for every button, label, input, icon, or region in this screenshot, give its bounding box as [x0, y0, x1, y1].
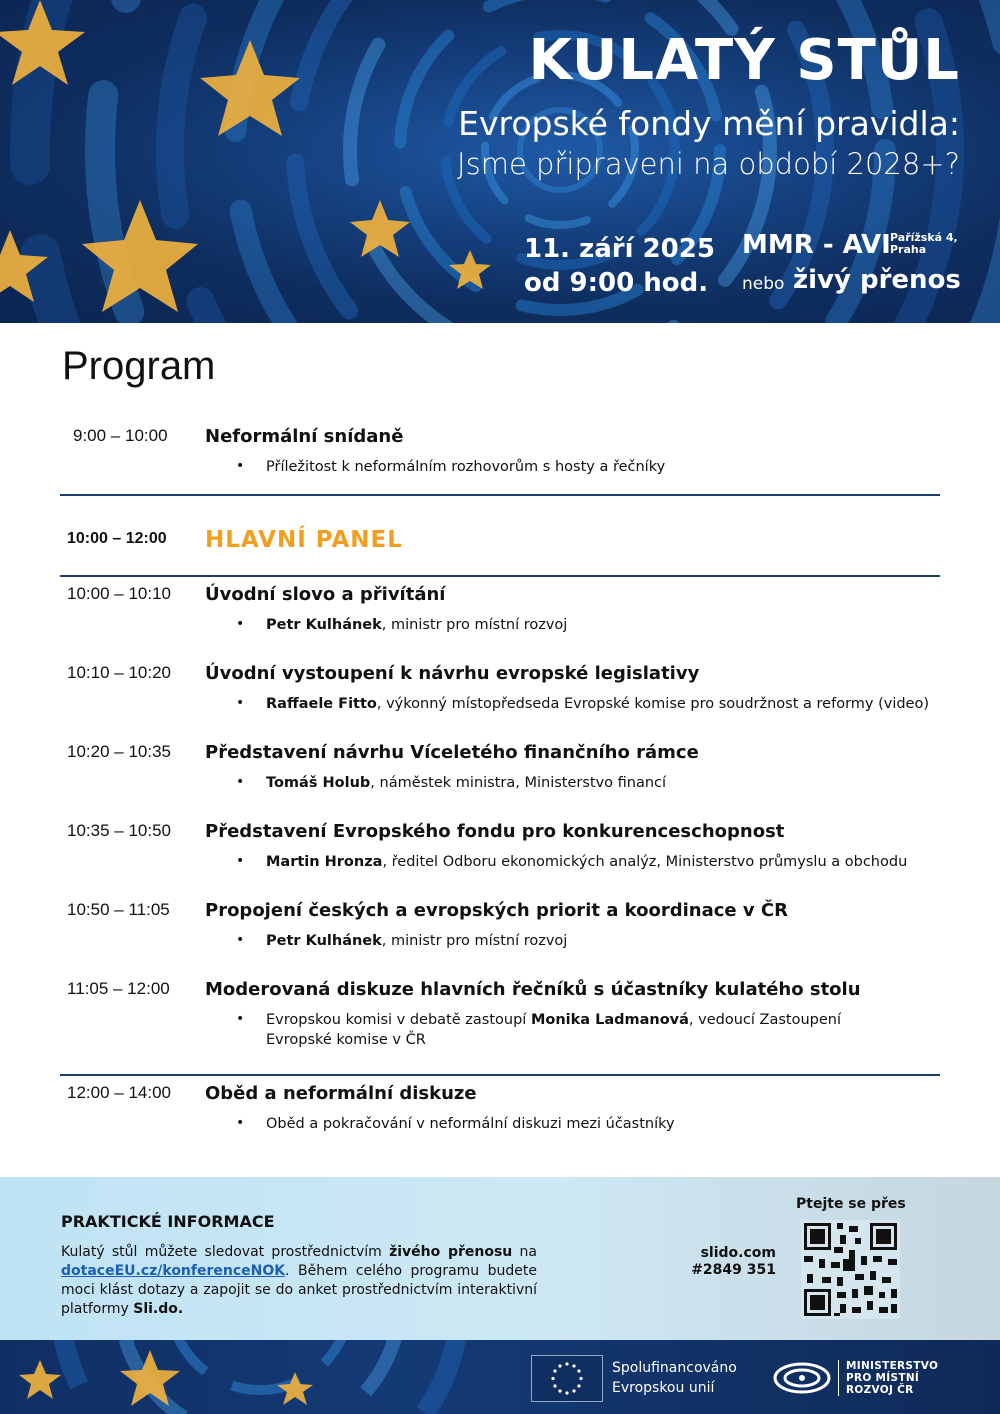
item-time: 10:20 – 10:35 [67, 742, 171, 761]
item-time: 11:05 – 12:00 [67, 979, 170, 998]
eu-cofunding-text [612, 1358, 737, 1398]
item-title: Oběd a neformální diskuze [205, 1083, 477, 1104]
or-label: nebo [742, 274, 785, 294]
info-text-part: Kulatý stůl můžete sledovat prostřednictvím [61, 1244, 390, 1260]
ministry-line-1: MINISTERSTVO [846, 1360, 939, 1372]
bullet-icon: • [236, 774, 245, 790]
divider [60, 494, 940, 496]
info-text-bold: živého přenosu [389, 1244, 513, 1260]
item-time: 10:35 – 10:50 [67, 821, 171, 840]
eu-flag-icon [531, 1355, 603, 1402]
ministry-logo-icon [772, 1361, 832, 1395]
event-date-block [524, 232, 715, 300]
divider [60, 1074, 940, 1076]
event-question: Jsme připraveni na období 2028+? [457, 147, 960, 181]
item-detail: Příležitost k neformálním rozhovorům s hosty a řečníky [266, 459, 666, 475]
speaker-role: , ředitel Odboru ekonomických analýz, Ministerstvo průmyslu a obchodu [382, 854, 908, 870]
item-detail [266, 615, 946, 635]
speaker-name: Martin Hronza [266, 854, 383, 870]
event-title: KULATÝ STŮL [528, 28, 960, 93]
item-title: Úvodní vystoupení k návrhu evropské legislativy [205, 663, 700, 684]
speaker-name: Petr Kulhánek [266, 617, 382, 633]
info-text-part: . Během celého programu budete moci klást dotazy a zapojit se do anket prostřednictvím interaktivní platformy [61, 1263, 537, 1317]
bullet-icon: • [236, 695, 245, 711]
practical-info-heading: PRAKTICKÉ INFORMACE [61, 1212, 275, 1231]
item-detail [266, 931, 946, 951]
item-title: Představení návrhu Víceletého finančního rámce [205, 742, 699, 763]
speaker-role: , výkonný místopředseda Evropské komise pro soudržnost a reformy (video) [376, 696, 930, 712]
conference-link[interactable]: dotaceEU.cz/konferenceNOK [61, 1263, 286, 1279]
speaker-name: Tomáš Holub [266, 775, 371, 791]
footer-banner [0, 1340, 1000, 1414]
speaker-name: Petr Kulhánek [266, 933, 382, 949]
ministry-name [846, 1360, 938, 1396]
header-banner [0, 0, 1000, 323]
live-stream-label: živý přenos [793, 265, 961, 295]
item-detail [266, 773, 946, 793]
item-time: 12:00 – 14:00 [67, 1083, 171, 1102]
address-line-2: Praha [890, 243, 927, 256]
bullet-icon: • [236, 932, 245, 948]
bullet-icon: • [236, 458, 245, 474]
eu-text-line-1: Spolufinancováno [612, 1360, 737, 1376]
logo-separator [838, 1360, 839, 1396]
item-time: 10:50 – 11:05 [67, 900, 170, 919]
item-time: 9:00 – 10:00 [73, 426, 168, 445]
speaker-name: Raffaele Fitto [266, 696, 377, 712]
program-heading: Program [62, 344, 216, 388]
event-time: od 9:00 hod. [524, 268, 709, 298]
address-line-1: Pařížská 4, [890, 231, 958, 244]
item-detail [266, 1010, 866, 1050]
bullet-icon: • [236, 1011, 245, 1027]
item-title: Moderovaná diskuze hlavních řečníků s účastníky kulatého stolu [205, 979, 861, 1000]
practical-info-box [0, 1177, 1000, 1340]
item-time: 10:00 – 10:10 [67, 584, 171, 603]
speaker-name: Monika Ladmanová [530, 1012, 689, 1028]
ministry-line-3: ROZVOJ ČR [846, 1384, 914, 1396]
slido-code: #2849 351 [691, 1262, 776, 1278]
ask-via-label: Ptejte se přes [796, 1196, 906, 1212]
item-title: Propojení českých a evropských priorit a koordinace v ČR [205, 900, 788, 921]
bullet-icon: • [236, 1115, 245, 1131]
item-title: Neformální snídaně [205, 426, 404, 447]
event-subtitle: Evropské fondy mění pravidla: [458, 104, 960, 143]
slido-site: slido.com [700, 1245, 776, 1261]
item-detail: Oběd a pokračování v neformální diskuzi mezi účastníky [266, 1116, 675, 1132]
item-detail [266, 852, 946, 872]
speaker-role: , ministr pro místní rozvoj [381, 617, 568, 633]
practical-info-text [61, 1243, 537, 1319]
panel-title: HLAVNÍ PANEL [205, 527, 403, 553]
ministry-line-2: PRO MÍSTNÍ [846, 1372, 920, 1384]
speaker-role: , náměstek ministra, Ministerstvo financí [370, 775, 667, 791]
speaker-role: , ministr pro místní rozvoj [381, 933, 568, 949]
panel-time: 10:00 – 12:00 [67, 530, 167, 547]
speaker-role: , vedoucí Zastoupení Evropské komise v ČR [266, 1012, 841, 1048]
bullet-icon: • [236, 616, 245, 632]
slido-info [690, 1245, 776, 1279]
event-date: 11. září 2025 [524, 234, 715, 264]
venue-address [890, 232, 958, 256]
eu-text-line-2: Evropskou unií [612, 1380, 715, 1396]
info-text-part: na [512, 1244, 538, 1260]
qr-code-icon[interactable] [801, 1220, 900, 1319]
item-title: Úvodní slovo a přivítání [205, 584, 446, 605]
bullet-icon: • [236, 853, 245, 869]
detail-prefix: Evropskou komisi v debatě zastoupí [266, 1012, 531, 1028]
event-venue: MMR - AVI [742, 230, 891, 260]
item-title: Představení Evropského fondu pro konkurenceschopnost [205, 821, 785, 842]
divider [60, 575, 940, 577]
item-time: 10:10 – 10:20 [67, 663, 171, 682]
slido-platform-name: Sli.do. [133, 1301, 184, 1317]
item-detail [266, 694, 946, 714]
